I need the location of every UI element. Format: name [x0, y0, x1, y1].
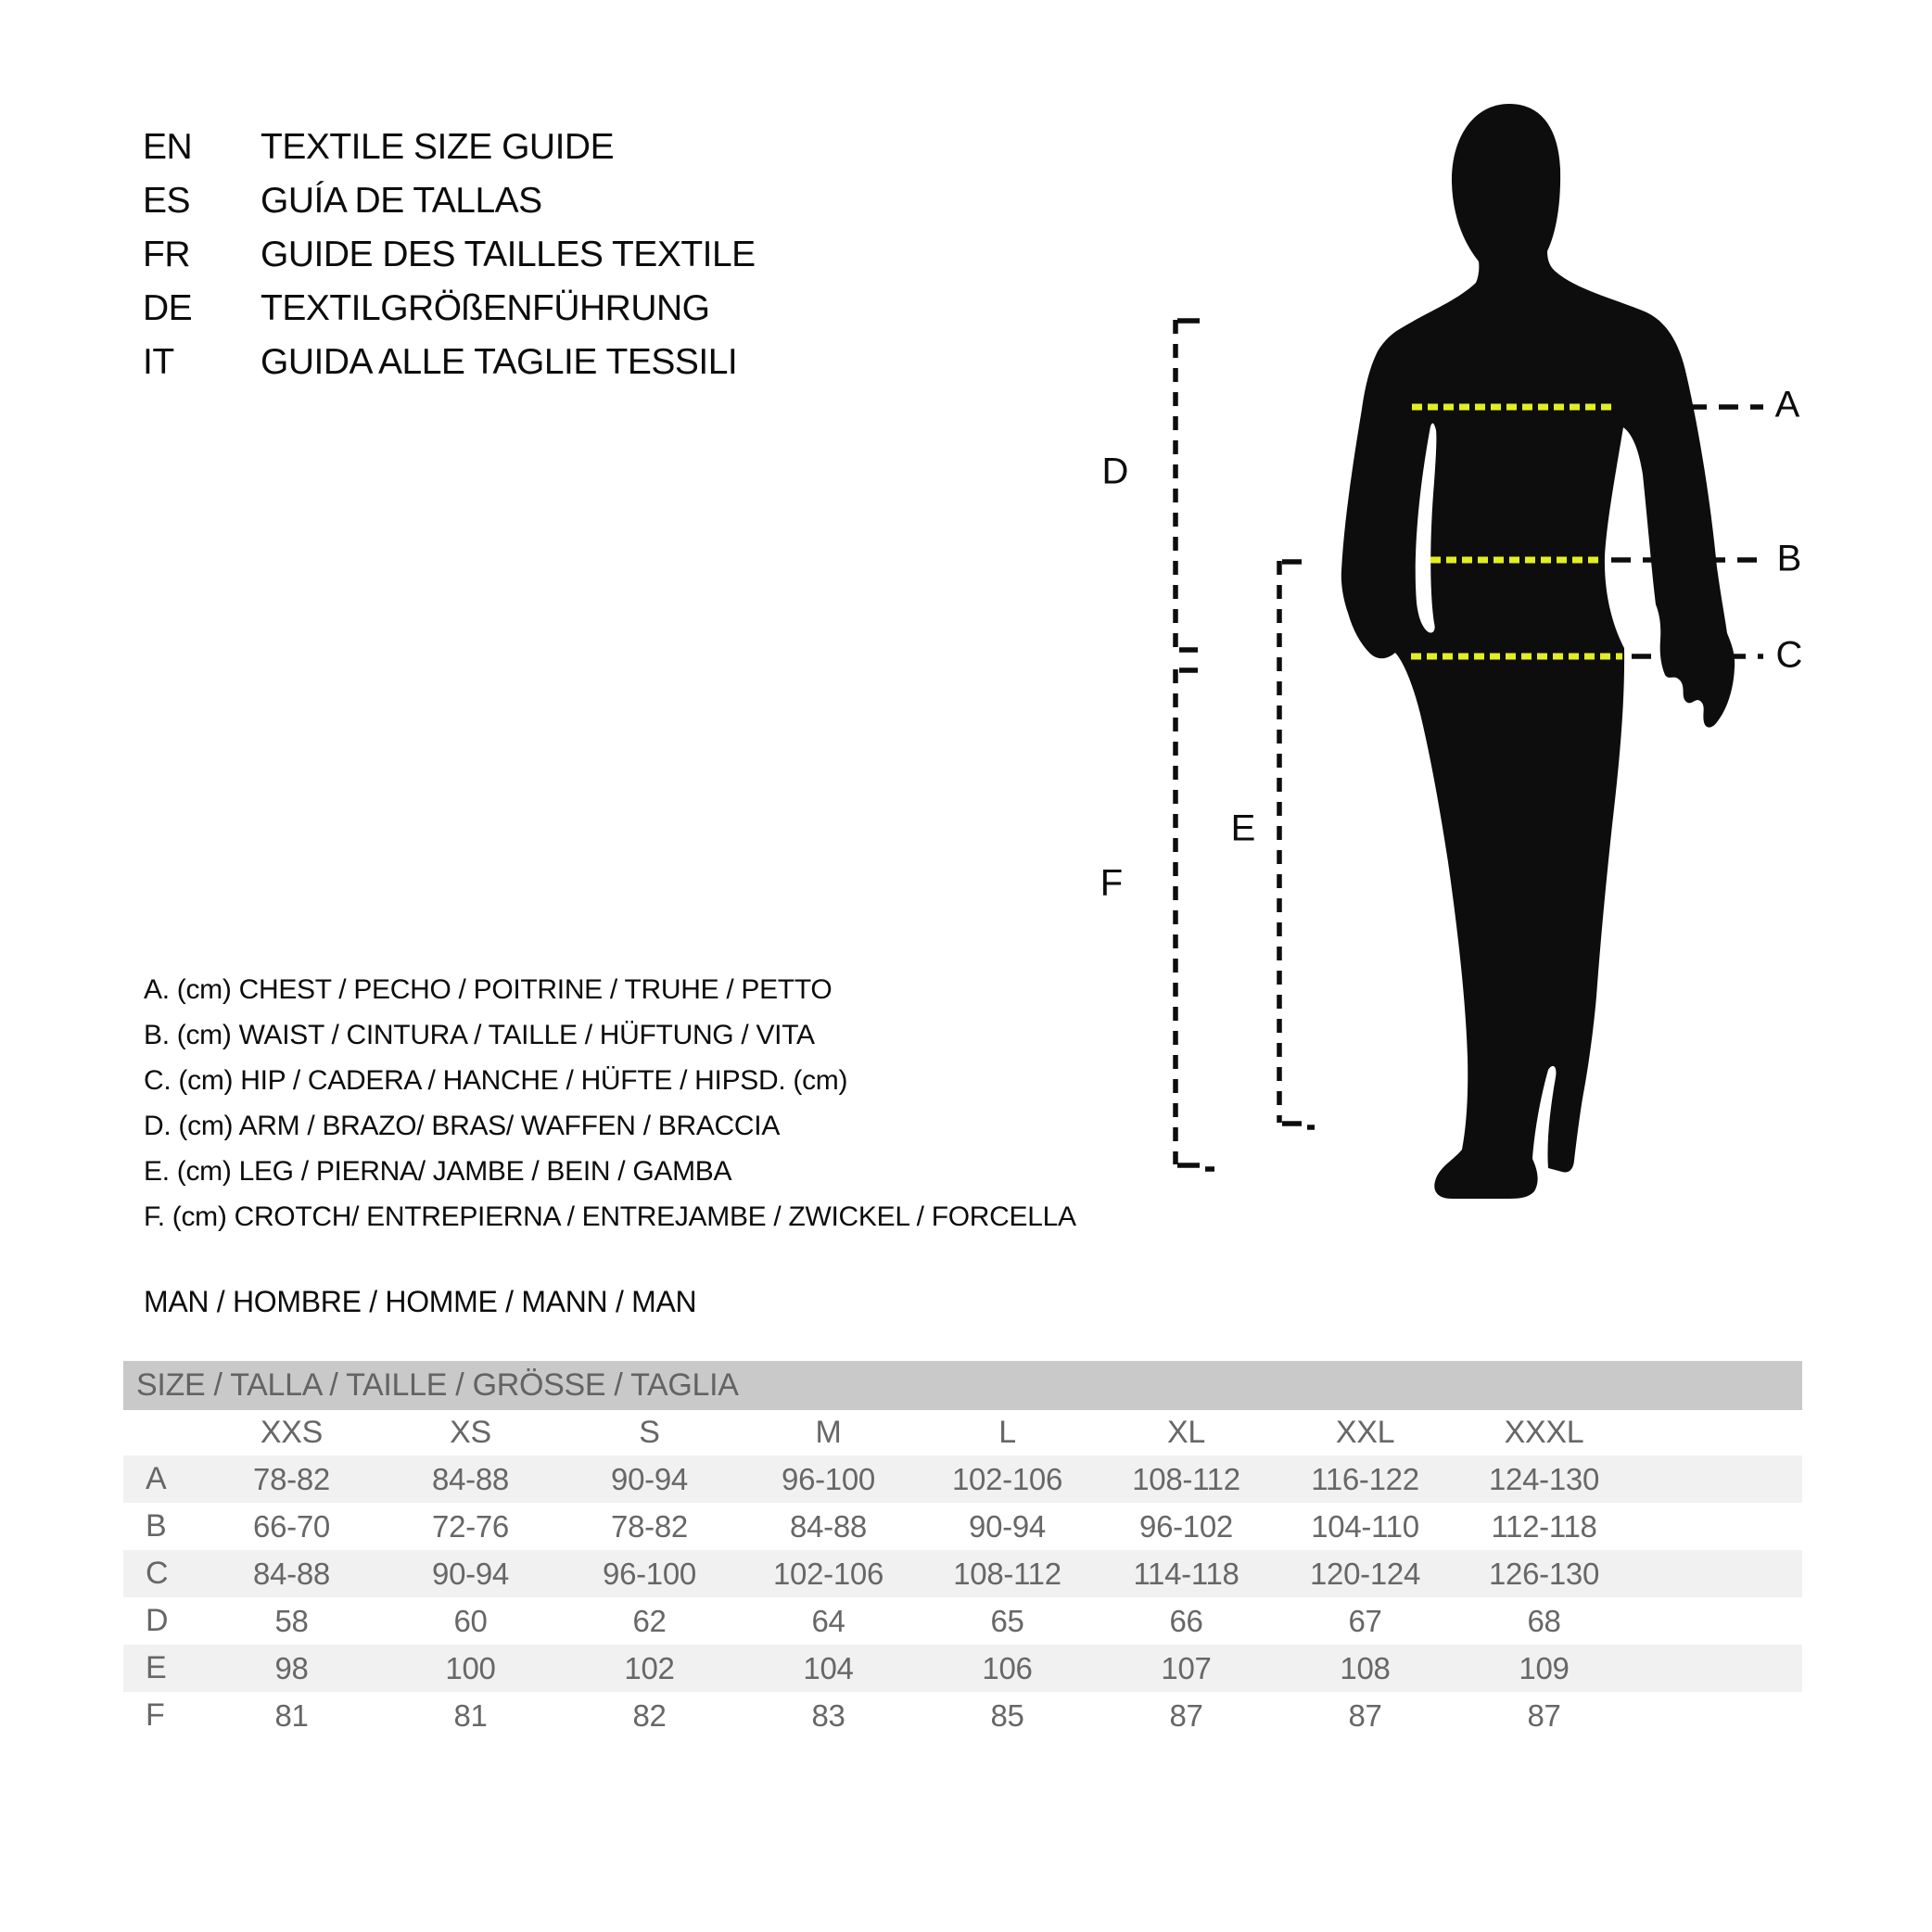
- legend-crotch: F. (cm) CROTCH/ ENTREPIERNA / ENTREJAMBE / ZWICKEL / FORCELLA: [144, 1201, 1076, 1232]
- value-cell: 100: [445, 1650, 496, 1685]
- lang-title: GUIDA ALLE TAGLIE TESSILI: [261, 342, 738, 382]
- value-cell: 90-94: [611, 1461, 688, 1496]
- value-cell: 124-130: [1488, 1461, 1599, 1496]
- value-cell: 67: [1348, 1603, 1382, 1638]
- value-cell: 106: [982, 1650, 1033, 1685]
- value-cell: 82: [632, 1697, 667, 1733]
- figure-label-B: B: [1776, 538, 1802, 579]
- value-cell: 102: [624, 1650, 675, 1685]
- value-cell: 72-76: [432, 1508, 509, 1544]
- row-label: A: [146, 1461, 167, 1496]
- filler-cell: [1633, 1645, 1802, 1692]
- value-cell: 60: [453, 1603, 488, 1638]
- man-silhouette: [1341, 104, 1735, 1199]
- value-cell: 87: [1169, 1697, 1203, 1733]
- lang-code: IT: [143, 342, 174, 382]
- value-cell: 85: [990, 1697, 1024, 1733]
- legend-hip: C. (cm) HIP / CADERA / HANCHE / HÜFTE / HIPSD. (cm): [144, 1064, 848, 1096]
- value-cell: 109: [1519, 1650, 1570, 1685]
- size-col-xxl: XXL: [1335, 1415, 1395, 1450]
- value-cell: 120-124: [1309, 1556, 1420, 1591]
- value-cell: 104: [803, 1650, 854, 1685]
- filler-cell: [1633, 1597, 1802, 1645]
- row-label: E: [146, 1650, 167, 1685]
- figure-label-C: C: [1775, 634, 1803, 676]
- value-cell: 65: [990, 1603, 1024, 1638]
- figure-label-F: F: [1099, 862, 1124, 904]
- value-cell: 81: [453, 1697, 488, 1733]
- lang-title: TEXTILGRÖßENFÜHRUNG: [261, 288, 710, 328]
- lang-title: GUÍA DE TALLAS: [261, 181, 542, 221]
- filler-cell: [1633, 1503, 1802, 1550]
- value-cell: 126-130: [1488, 1556, 1599, 1591]
- value-cell: 87: [1527, 1697, 1561, 1733]
- value-cell: 98: [274, 1650, 309, 1685]
- value-cell: 102-106: [772, 1556, 883, 1591]
- size-col-l: L: [998, 1415, 1016, 1450]
- value-cell: 66: [1169, 1603, 1203, 1638]
- lang-title: TEXTILE SIZE GUIDE: [261, 127, 615, 167]
- value-cell: 108: [1340, 1650, 1391, 1685]
- value-cell: 83: [811, 1697, 845, 1733]
- figure-label-A: A: [1774, 384, 1800, 426]
- lang-code: DE: [143, 288, 193, 328]
- value-cell: 64: [811, 1603, 845, 1638]
- value-cell: 78-82: [611, 1508, 688, 1544]
- size-table: [123, 1361, 1802, 1739]
- lang-code: ES: [143, 181, 191, 221]
- filler-cell: [1633, 1550, 1802, 1597]
- measurement-legend: [144, 967, 1076, 1239]
- value-cell: 104-110: [1311, 1508, 1419, 1544]
- value-cell: 84-88: [790, 1508, 867, 1544]
- filler-cell: [1633, 1692, 1802, 1739]
- table-row-E: [123, 1645, 1802, 1692]
- row-label: D: [146, 1603, 169, 1638]
- value-cell: 66-70: [253, 1508, 330, 1544]
- value-cell: 84-88: [253, 1556, 330, 1591]
- category-line: MAN / HOMBRE / HOMME / MANN / MAN: [144, 1285, 697, 1318]
- row-label: C: [146, 1556, 169, 1591]
- size-col-xxxl: XXXL: [1504, 1415, 1584, 1450]
- row-label: B: [146, 1508, 167, 1544]
- filler-cell: [1633, 1455, 1802, 1503]
- row-label: F: [146, 1697, 165, 1733]
- value-cell: 107: [1161, 1650, 1212, 1685]
- figure-label-D: D: [1101, 451, 1129, 492]
- lang-title: GUIDE DES TAILLES TEXTILE: [261, 235, 756, 274]
- value-cell: 108-112: [953, 1556, 1061, 1591]
- value-cell: 78-82: [253, 1461, 330, 1496]
- value-cell: 68: [1527, 1603, 1561, 1638]
- table-row-F: [123, 1692, 1802, 1739]
- value-cell: 87: [1348, 1697, 1382, 1733]
- value-cell: 116-122: [1311, 1461, 1419, 1496]
- size-col-s: S: [639, 1415, 660, 1450]
- value-cell: 81: [274, 1697, 309, 1733]
- value-cell: 96-102: [1139, 1508, 1233, 1544]
- value-cell: 58: [274, 1603, 309, 1638]
- size-col-xs: XS: [450, 1415, 491, 1450]
- size-table-header-bar: SIZE / TALLA / TAILLE / GRÖSSE / TAGLIA: [123, 1361, 1802, 1410]
- value-cell: 90-94: [969, 1508, 1046, 1544]
- lang-code: EN: [143, 127, 193, 167]
- table-row-B: [123, 1503, 1802, 1550]
- value-cell: 102-106: [951, 1461, 1062, 1496]
- value-cell: 84-88: [432, 1461, 509, 1496]
- value-cell: 108-112: [1132, 1461, 1240, 1496]
- table-row-A: [123, 1455, 1802, 1503]
- size-header-row: [123, 1410, 1802, 1455]
- legend-leg: E. (cm) LEG / PIERNA/ JAMBE / BEIN / GAMBA: [144, 1155, 732, 1187]
- table-row-C: [123, 1550, 1802, 1597]
- value-cell: 114-118: [1133, 1556, 1239, 1591]
- legend-arm: D. (cm) ARM / BRAZO/ BRAS/ WAFFEN / BRACCIA: [144, 1110, 781, 1141]
- size-col-xl: XL: [1167, 1415, 1205, 1450]
- legend-chest: A. (cm) CHEST / PECHO / POITRINE / TRUHE / PETTO: [144, 973, 833, 1005]
- value-cell: 90-94: [432, 1556, 509, 1591]
- lang-code: FR: [143, 235, 190, 274]
- value-cell: 96-100: [782, 1461, 875, 1496]
- filler-cell: [1633, 1410, 1802, 1455]
- legend-waist: B. (cm) WAIST / CINTURA / TAILLE / HÜFTUNG / VITA: [144, 1019, 815, 1050]
- corner-cell: [123, 1410, 202, 1455]
- value-cell: 62: [632, 1603, 667, 1638]
- size-col-m: M: [815, 1415, 842, 1450]
- value-cell: 112-118: [1491, 1508, 1597, 1544]
- value-cell: 96-100: [603, 1556, 696, 1591]
- size-col-xxs: XXS: [260, 1415, 324, 1450]
- table-row-D: [123, 1597, 1802, 1645]
- figure-label-E: E: [1230, 807, 1256, 849]
